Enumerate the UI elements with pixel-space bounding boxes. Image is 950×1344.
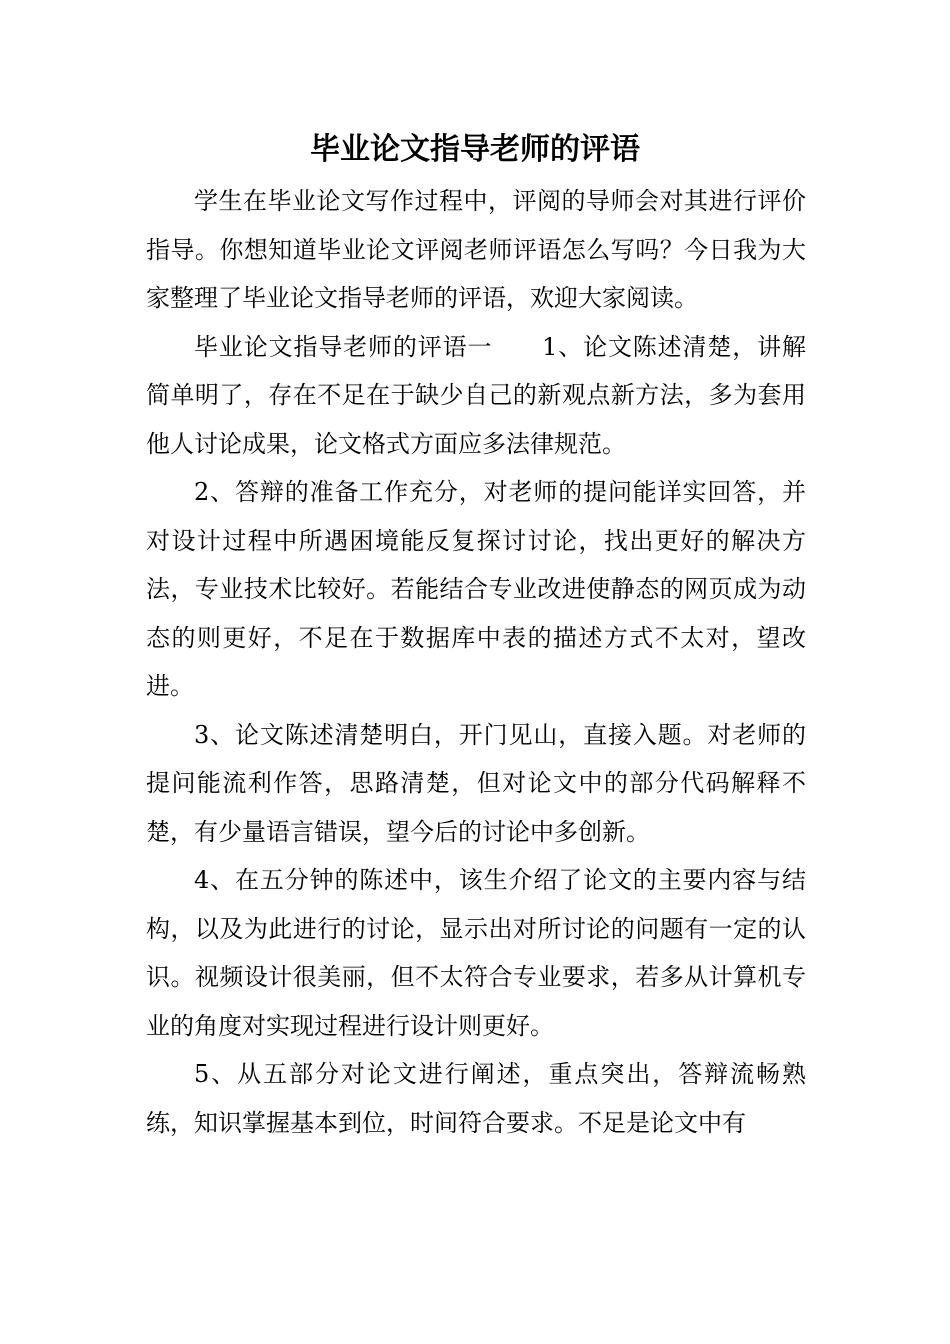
paragraph-comment-1: 毕业论文指导老师的评语一 1、论文陈述清楚，讲解简单明了，存在不足在于缺少自己的新观点新方法，多为套用他人讨论成果，论文格式方面应多法律规范。: [146, 332, 806, 458]
document-body: [146, 177, 806, 1147]
paragraph-comment-4: 4、在五分钟的陈述中，该生介绍了论文的主要内容与结构，以及为此进行的讨论，显示出对所讨论的问题有一定的认识。视频设计很美丽，但不太符合专业要求，若多从计算机专业的角度对实现过程进行设计则更好。: [146, 866, 806, 1040]
paragraph-comment-3: 3、论文陈述清楚明白，开门见山，直接入题。对老师的提问能流利作答，思路清楚，但对论文中的部分代码解释不楚，有少量语言错误，望今后的讨论中多创新。: [146, 720, 806, 846]
paragraph-comment-5: 5、从五部分对论文进行阐述，重点突出，答辩流畅熟练，知识掌握基本到位，时间符合要求。不足是论文中有: [146, 1060, 806, 1137]
paragraph-intro: 学生在毕业论文写作过程中，评阅的导师会对其进行评价指导。你想知道毕业论文评阅老师评语怎么写吗？今日我为大家整理了毕业论文指导老师的评语，欢迎大家阅读。: [146, 187, 806, 312]
paragraph-comment-2: 2、答辩的准备工作充分，对老师的提问能详实回答，并对设计过程中所遇困境能反复探讨讨论，找出更好的解决方法，专业技术比较好。若能结合专业改进使静态的网页成为动态的则更好，不足在于数据库中表的描述方式不太对，望改进。: [146, 478, 806, 700]
document-title: 毕业论文指导老师的评语: [310, 132, 640, 167]
